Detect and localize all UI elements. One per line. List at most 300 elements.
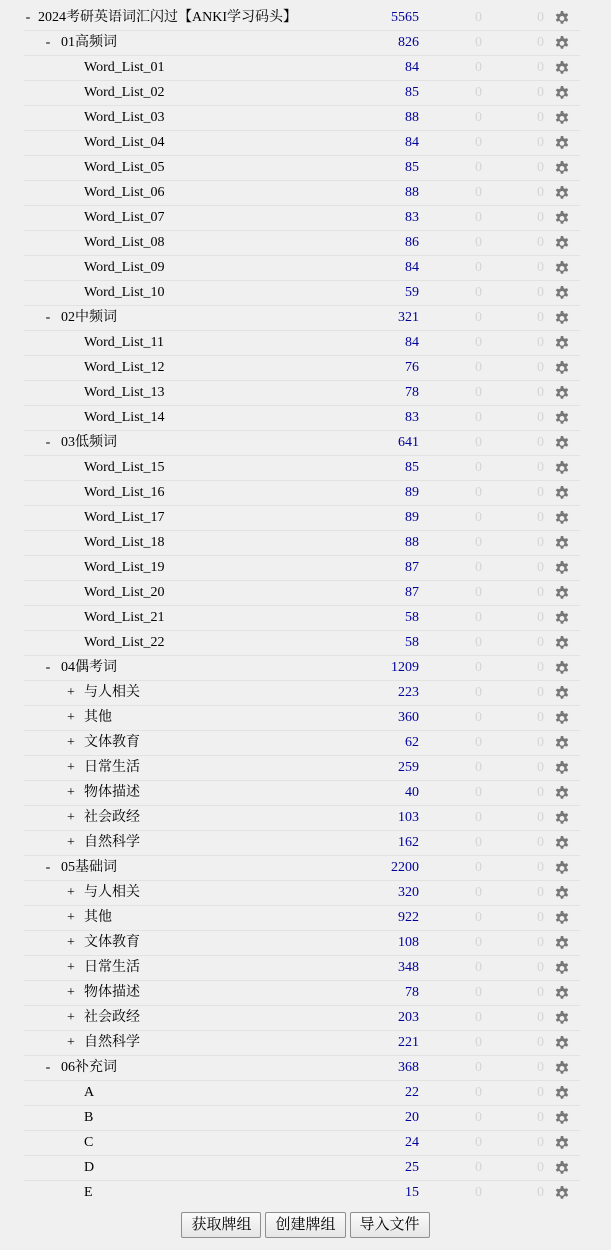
due-count: 0 (537, 910, 544, 925)
deck-row (24, 231, 580, 256)
deck-row (24, 31, 580, 56)
deck-row (24, 156, 580, 181)
due-count: 0 (537, 35, 544, 50)
learn-count: 0 (475, 110, 482, 125)
due-count: 0 (537, 185, 544, 200)
deck-row (24, 131, 580, 156)
gear-icon[interactable] (554, 360, 570, 376)
new-count: 221 (398, 1035, 419, 1050)
deck-row (24, 856, 580, 881)
collapse-toggle[interactable]: - (45, 435, 51, 450)
new-count: 84 (405, 135, 419, 150)
learn-count: 0 (475, 785, 482, 800)
due-count: 0 (537, 1135, 544, 1150)
deck-name-link[interactable]: Word_List_06 (84, 185, 165, 200)
deck-name-link[interactable]: Word_List_18 (84, 535, 165, 550)
deck-name-link[interactable]: Word_List_11 (84, 335, 165, 350)
gear-icon[interactable] (554, 235, 570, 251)
learn-count: 0 (475, 635, 482, 650)
gear-icon[interactable] (554, 785, 570, 801)
deck-row (24, 556, 580, 581)
due-count: 0 (537, 1035, 544, 1050)
new-count: 88 (405, 185, 419, 200)
deck-name-link[interactable]: Word_List_05 (84, 160, 165, 175)
deck-name-link[interactable]: Word_List_03 (84, 110, 165, 125)
deck-row (24, 56, 580, 81)
gear-icon[interactable] (554, 1110, 570, 1126)
due-count: 0 (537, 985, 544, 1000)
due-count: 0 (537, 1185, 544, 1200)
deck-row (24, 956, 580, 981)
collapse-toggle[interactable]: - (45, 310, 51, 325)
learn-count: 0 (475, 935, 482, 950)
new-count: 108 (398, 935, 419, 950)
new-count: 368 (398, 1060, 419, 1075)
new-count: 85 (405, 460, 419, 475)
due-count: 0 (537, 585, 544, 600)
deck-name-link[interactable]: 其他 (84, 910, 112, 925)
deck-name-link[interactable]: Word_List_15 (84, 460, 165, 475)
due-count: 0 (537, 710, 544, 725)
deck-name-link[interactable]: Word_List_07 (84, 210, 165, 225)
due-count: 0 (537, 410, 544, 425)
due-count: 0 (537, 1060, 544, 1075)
due-count: 0 (537, 310, 544, 325)
new-count: 25 (405, 1160, 419, 1175)
gear-icon[interactable] (554, 910, 570, 926)
deck-name-link[interactable]: 与人相关 (84, 685, 140, 700)
deck-row (24, 1006, 580, 1031)
due-count: 0 (537, 735, 544, 750)
new-count: 89 (405, 485, 419, 500)
deck-row (24, 306, 580, 331)
deck-row (24, 456, 580, 481)
deck-name-link[interactable]: Word_List_13 (84, 385, 165, 400)
deck-row (24, 806, 580, 831)
deck-name-link[interactable]: 其他 (84, 710, 112, 725)
due-count: 0 (537, 335, 544, 350)
deck-name-link[interactable]: Word_List_12 (84, 360, 165, 375)
deck-name-link[interactable]: 日常生活 (84, 960, 140, 975)
due-count: 0 (537, 235, 544, 250)
new-count: 85 (405, 85, 419, 100)
due-count: 0 (537, 810, 544, 825)
due-count: 0 (537, 160, 544, 175)
new-count: 320 (398, 885, 419, 900)
gear-icon[interactable] (554, 85, 570, 101)
get-shared-button[interactable]: 获取牌组 (181, 1212, 261, 1238)
gear-icon[interactable] (554, 160, 570, 176)
learn-count: 0 (475, 235, 482, 250)
gear-icon[interactable] (554, 1060, 570, 1076)
learn-count: 0 (475, 885, 482, 900)
learn-count: 0 (475, 760, 482, 775)
learn-count: 0 (475, 10, 482, 25)
due-count: 0 (537, 285, 544, 300)
deck-name-link[interactable]: Word_List_04 (84, 135, 165, 150)
deck-row (24, 406, 580, 431)
deck-row (24, 356, 580, 381)
gear-icon[interactable] (554, 260, 570, 276)
expand-toggle[interactable]: + (67, 985, 75, 1000)
expand-toggle[interactable]: + (67, 935, 75, 950)
collapse-toggle[interactable]: - (45, 35, 51, 50)
due-count: 0 (537, 610, 544, 625)
new-count: 84 (405, 60, 419, 75)
new-count: 22 (405, 1085, 419, 1100)
deck-row (24, 81, 580, 106)
deck-row (24, 906, 580, 931)
create-deck-button[interactable]: 创建牌组 (265, 1212, 345, 1238)
new-count: 2200 (391, 860, 419, 875)
deck-row (24, 881, 580, 906)
learn-count: 0 (475, 160, 482, 175)
deck-row (24, 1181, 580, 1206)
gear-icon[interactable] (554, 110, 570, 126)
learn-count: 0 (475, 585, 482, 600)
new-count: 20 (405, 1110, 419, 1125)
new-count: 58 (405, 635, 419, 650)
new-count: 87 (405, 560, 419, 575)
deck-row (24, 781, 580, 806)
new-count: 826 (398, 35, 419, 50)
learn-count: 0 (475, 35, 482, 50)
gear-icon[interactable] (554, 1185, 570, 1201)
deck-name-link[interactable]: 自然科学 (84, 1035, 140, 1050)
learn-count: 0 (475, 485, 482, 500)
deck-name-link[interactable]: 05基础词 (61, 860, 117, 875)
new-count: 360 (398, 710, 419, 725)
new-count: 103 (398, 810, 419, 825)
deck-name-link[interactable]: Word_List_01 (84, 60, 165, 75)
deck-name-link[interactable]: 04偶考词 (61, 660, 117, 675)
due-count: 0 (537, 560, 544, 575)
new-count: 1209 (391, 660, 419, 675)
new-count: 87 (405, 585, 419, 600)
deck-row (24, 281, 580, 306)
learn-count: 0 (475, 310, 482, 325)
deck-name-link[interactable]: 社会政经 (84, 810, 140, 825)
deck-row (24, 706, 580, 731)
gear-icon[interactable] (554, 585, 570, 601)
gear-icon[interactable] (554, 960, 570, 976)
deck-name-link[interactable]: D (84, 1160, 95, 1175)
new-count: 88 (405, 535, 419, 550)
deck-name-link[interactable]: 03低频词 (61, 435, 117, 450)
learn-count: 0 (475, 860, 482, 875)
learn-count: 0 (475, 285, 482, 300)
due-count: 0 (537, 785, 544, 800)
due-count: 0 (537, 460, 544, 475)
learn-count: 0 (475, 1010, 482, 1025)
gear-icon[interactable] (554, 1085, 570, 1101)
gear-icon[interactable] (554, 635, 570, 651)
gear-icon[interactable] (554, 210, 570, 226)
expand-toggle[interactable]: + (67, 685, 75, 700)
gear-icon[interactable] (554, 385, 570, 401)
learn-count: 0 (475, 1085, 482, 1100)
expand-toggle[interactable]: + (67, 1035, 75, 1050)
learn-count: 0 (475, 60, 482, 75)
due-count: 0 (537, 60, 544, 75)
deck-name-link[interactable]: Word_List_09 (84, 260, 165, 275)
gear-icon[interactable] (554, 610, 570, 626)
new-count: 85 (405, 160, 419, 175)
new-count: 5565 (391, 10, 419, 25)
learn-count: 0 (475, 510, 482, 525)
deck-name-link[interactable]: Word_List_17 (84, 510, 165, 525)
learn-count: 0 (475, 385, 482, 400)
new-count: 203 (398, 1010, 419, 1025)
new-count: 59 (405, 285, 419, 300)
learn-count: 0 (475, 1160, 482, 1175)
new-count: 24 (405, 1135, 419, 1150)
due-count: 0 (537, 685, 544, 700)
gear-icon[interactable] (554, 1135, 570, 1151)
deck-row (24, 1031, 580, 1056)
deck-row (24, 431, 580, 456)
deck-name-link[interactable]: 06补充词 (61, 1060, 117, 1075)
deck-row (24, 6, 580, 31)
gear-icon[interactable] (554, 835, 570, 851)
due-count: 0 (537, 1160, 544, 1175)
new-count: 321 (398, 310, 419, 325)
deck-row (24, 481, 580, 506)
due-count: 0 (537, 260, 544, 275)
learn-count: 0 (475, 460, 482, 475)
gear-icon[interactable] (554, 810, 570, 826)
learn-count: 0 (475, 1035, 482, 1050)
deck-list (24, 6, 580, 1206)
collapse-toggle[interactable]: - (45, 860, 51, 875)
learn-count: 0 (475, 1185, 482, 1200)
deck-name-link[interactable]: E (84, 1185, 93, 1200)
expand-toggle[interactable]: + (67, 760, 75, 775)
new-count: 83 (405, 210, 419, 225)
learn-count: 0 (475, 810, 482, 825)
deck-name-link[interactable]: 01高频词 (61, 35, 117, 50)
deck-row (24, 656, 580, 681)
gear-icon[interactable] (554, 660, 570, 676)
gear-icon[interactable] (554, 885, 570, 901)
deck-name-link[interactable]: 文体教育 (84, 935, 140, 950)
due-count: 0 (537, 510, 544, 525)
learn-count: 0 (475, 660, 482, 675)
gear-icon[interactable] (554, 185, 570, 201)
learn-count: 0 (475, 1060, 482, 1075)
due-count: 0 (537, 485, 544, 500)
due-count: 0 (537, 885, 544, 900)
learn-count: 0 (475, 360, 482, 375)
deck-name-link[interactable]: 与人相关 (84, 885, 140, 900)
new-count: 259 (398, 760, 419, 775)
deck-row (24, 106, 580, 131)
new-count: 84 (405, 260, 419, 275)
gear-icon[interactable] (554, 485, 570, 501)
due-count: 0 (537, 860, 544, 875)
due-count: 0 (537, 1110, 544, 1125)
deck-row (24, 206, 580, 231)
learn-count: 0 (475, 960, 482, 975)
learn-count: 0 (475, 710, 482, 725)
learn-count: 0 (475, 610, 482, 625)
gear-icon[interactable] (554, 410, 570, 426)
deck-row (24, 381, 580, 406)
gear-icon[interactable] (554, 760, 570, 776)
deck-name-link[interactable]: 自然科学 (84, 835, 140, 850)
deck-name-link[interactable]: Word_List_08 (84, 235, 165, 250)
learn-count: 0 (475, 185, 482, 200)
collapse-toggle[interactable]: - (45, 660, 51, 675)
expand-toggle[interactable]: + (67, 960, 75, 975)
deck-name-link[interactable]: B (84, 1110, 94, 1125)
deck-row (24, 1081, 580, 1106)
deck-name-link[interactable]: Word_List_22 (84, 635, 165, 650)
due-count: 0 (537, 835, 544, 850)
due-count: 0 (537, 210, 544, 225)
learn-count: 0 (475, 1135, 482, 1150)
deck-name-link[interactable]: 日常生活 (84, 760, 140, 775)
gear-icon[interactable] (554, 1010, 570, 1026)
new-count: 641 (398, 435, 419, 450)
deck-row (24, 931, 580, 956)
gear-icon[interactable] (554, 135, 570, 151)
gear-icon[interactable] (554, 1160, 570, 1176)
deck-name-link[interactable]: Word_List_20 (84, 585, 165, 600)
deck-name-link[interactable]: 物体描述 (84, 985, 140, 1000)
new-count: 58 (405, 610, 419, 625)
due-count: 0 (537, 535, 544, 550)
deck-name-link[interactable]: Word_List_02 (84, 85, 165, 100)
import-file-button[interactable]: 导入文件 (350, 1212, 430, 1238)
due-count: 0 (537, 360, 544, 375)
due-count: 0 (537, 85, 544, 100)
learn-count: 0 (475, 210, 482, 225)
gear-icon[interactable] (554, 860, 570, 876)
deck-name-link[interactable]: C (84, 1135, 94, 1150)
deck-name-link[interactable]: 社会政经 (84, 1010, 140, 1025)
learn-count: 0 (475, 335, 482, 350)
learn-count: 0 (475, 85, 482, 100)
gear-icon[interactable] (554, 735, 570, 751)
new-count: 922 (398, 910, 419, 925)
deck-name-link[interactable]: Word_List_19 (84, 560, 165, 575)
deck-row (24, 731, 580, 756)
gear-icon[interactable] (554, 10, 570, 26)
new-count: 348 (398, 960, 419, 975)
deck-row (24, 581, 580, 606)
deck-row (24, 331, 580, 356)
learn-count: 0 (475, 435, 482, 450)
due-count: 0 (537, 435, 544, 450)
new-count: 223 (398, 685, 419, 700)
gear-icon[interactable] (554, 535, 570, 551)
due-count: 0 (537, 635, 544, 650)
deck-row (24, 681, 580, 706)
due-count: 0 (537, 110, 544, 125)
new-count: 83 (405, 410, 419, 425)
deck-name-link[interactable]: Word_List_14 (84, 410, 165, 425)
gear-icon[interactable] (554, 510, 570, 526)
expand-toggle[interactable]: + (67, 785, 75, 800)
deck-name-link[interactable]: Word_List_16 (84, 485, 165, 500)
gear-icon[interactable] (554, 460, 570, 476)
deck-row (24, 606, 580, 631)
deck-name-link[interactable]: 文体教育 (84, 735, 140, 750)
expand-toggle[interactable]: + (67, 810, 75, 825)
gear-icon[interactable] (554, 685, 570, 701)
deck-name-link[interactable]: Word_List_21 (84, 610, 165, 625)
gear-icon[interactable] (554, 1035, 570, 1051)
gear-icon[interactable] (554, 560, 570, 576)
collapse-toggle[interactable]: - (25, 10, 31, 25)
expand-toggle[interactable]: + (67, 1010, 75, 1025)
gear-icon[interactable] (554, 935, 570, 951)
gear-icon[interactable] (554, 710, 570, 726)
learn-count: 0 (475, 560, 482, 575)
deck-row (24, 1156, 580, 1181)
due-count: 0 (537, 660, 544, 675)
gear-icon[interactable] (554, 60, 570, 76)
learn-count: 0 (475, 410, 482, 425)
deck-row (24, 181, 580, 206)
gear-icon[interactable] (554, 435, 570, 451)
due-count: 0 (537, 385, 544, 400)
new-count: 76 (405, 360, 419, 375)
expand-toggle[interactable]: + (67, 885, 75, 900)
deck-row (24, 256, 580, 281)
expand-toggle[interactable]: + (67, 910, 75, 925)
deck-row (24, 506, 580, 531)
gear-icon[interactable] (554, 985, 570, 1001)
learn-count: 0 (475, 1110, 482, 1125)
deck-row (24, 1106, 580, 1131)
new-count: 89 (405, 510, 419, 525)
learn-count: 0 (475, 260, 482, 275)
gear-icon[interactable] (554, 310, 570, 326)
deck-row (24, 1056, 580, 1081)
deck-name-link[interactable]: 2024考研英语词汇闪过【ANKI学习码头】 (38, 10, 297, 25)
deck-name-link[interactable]: 物体描述 (84, 785, 140, 800)
deck-row (24, 1131, 580, 1156)
expand-toggle[interactable]: + (67, 835, 75, 850)
gear-icon[interactable] (554, 35, 570, 51)
due-count: 0 (537, 760, 544, 775)
new-count: 84 (405, 335, 419, 350)
new-count: 88 (405, 110, 419, 125)
deck-name-link[interactable]: A (84, 1085, 95, 1100)
learn-count: 0 (475, 135, 482, 150)
learn-count: 0 (475, 985, 482, 1000)
expand-toggle[interactable]: + (67, 710, 75, 725)
due-count: 0 (537, 960, 544, 975)
expand-toggle[interactable]: + (67, 735, 75, 750)
gear-icon[interactable] (554, 285, 570, 301)
learn-count: 0 (475, 535, 482, 550)
deck-row (24, 756, 580, 781)
deck-row (24, 981, 580, 1006)
deck-row (24, 531, 580, 556)
deck-name-link[interactable]: 02中频词 (61, 310, 117, 325)
deck-name-link[interactable]: Word_List_10 (84, 285, 165, 300)
deck-row (24, 631, 580, 656)
learn-count: 0 (475, 685, 482, 700)
new-count: 40 (405, 785, 419, 800)
due-count: 0 (537, 135, 544, 150)
learn-count: 0 (475, 835, 482, 850)
gear-icon[interactable] (554, 335, 570, 351)
collapse-toggle[interactable]: - (45, 1060, 51, 1075)
